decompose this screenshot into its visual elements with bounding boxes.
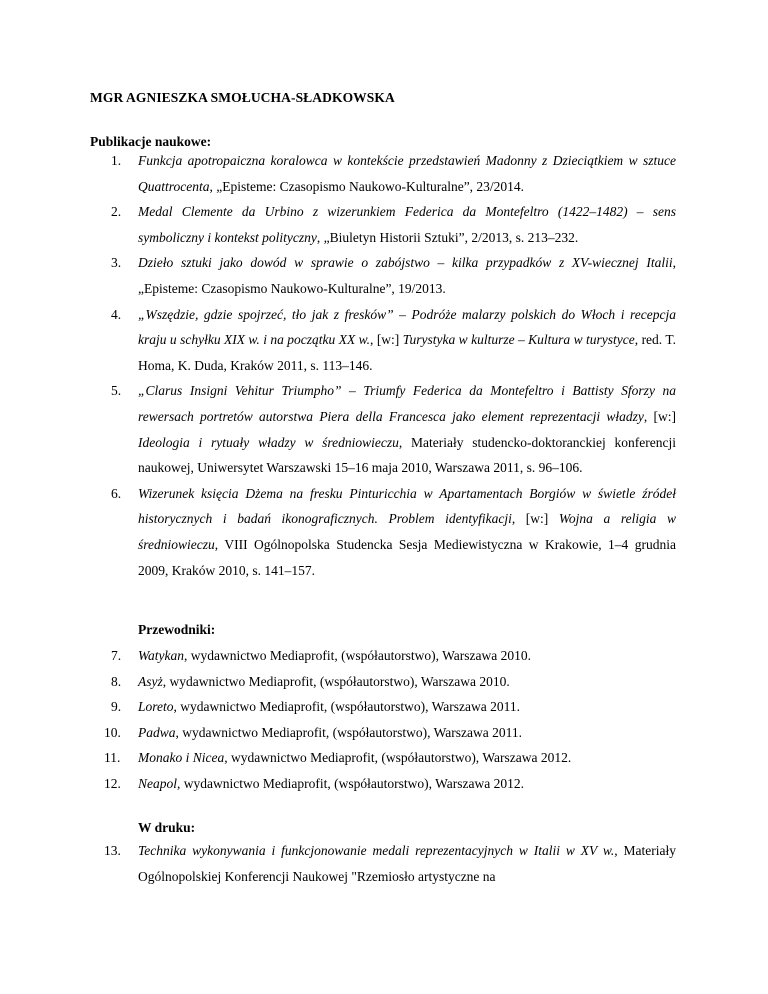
item-details: , „Episteme: Czasopismo Naukowo-Kulturalne”, 23/2014. bbox=[209, 178, 525, 194]
list-item bbox=[0, 694, 768, 720]
section-heading-publications: Publikacje naukowe: bbox=[90, 134, 212, 149]
item-number: 1. bbox=[111, 153, 122, 168]
list-item bbox=[0, 669, 768, 695]
list-item bbox=[0, 199, 768, 250]
item-details: , wydawnictwo Mediaprofit, (współautorstwo), Warszawa 2012. bbox=[177, 775, 524, 791]
item-source-title: Ideologia i rytuały władzy w średniowieczu bbox=[138, 434, 399, 450]
list-item bbox=[0, 643, 768, 669]
item-source-title: Turystyka w kulturze – Kultura w turystyce bbox=[402, 332, 635, 348]
item-in-marker: , [w:] bbox=[370, 332, 403, 348]
list-item bbox=[0, 838, 768, 889]
item-number: 12. bbox=[104, 775, 121, 791]
item-details: , VIII Ogólnopolska Studencka Sesja Mediewistyczna w Krakowie, 1–4 grudnia 2009, Kraków 2010, s. 141–157. bbox=[138, 536, 676, 578]
item-number: 8. bbox=[111, 673, 122, 689]
item-number: 9. bbox=[111, 699, 122, 715]
author-name: MGR AGNIESZKA SMOŁUCHA-SŁADKOWSKA bbox=[90, 90, 395, 105]
item-details: , „Biuletyn Historii Sztuki”, 2/2013, s. 213–232. bbox=[316, 229, 579, 245]
item-title: „Clarus Insigni Vehitur Triumpho” – Triumfy Federica da Montefeltro i Battisty Sforzy na rewersach portretów autorstwa Piera della Francesca jako element reprezentacji władzy bbox=[138, 383, 676, 424]
item-title: Padwa bbox=[138, 724, 176, 740]
list-item bbox=[0, 481, 768, 583]
item-number: 3. bbox=[111, 255, 122, 271]
item-number: 5. bbox=[111, 383, 122, 399]
item-details: , Materiały Ogólnopolskiej Konferencji Naukowej "Rzemiosło artystyczne na bbox=[138, 843, 677, 884]
item-details: , wydawnictwo Mediaprofit, (współautorstwo), Warszawa 2011. bbox=[175, 724, 522, 740]
item-details: , red. T. Homa, K. Duda, Kraków 2011, s. 113–146. bbox=[138, 332, 676, 373]
item-title: Watykan bbox=[138, 648, 184, 663]
list-item bbox=[0, 771, 768, 797]
section-heading-in-print: W druku: bbox=[138, 820, 196, 835]
item-number: 2. bbox=[111, 204, 122, 220]
item-in-marker: , [w:] bbox=[511, 511, 559, 527]
item-title: „Wszędzie, gdzie spojrzeć, tło jak z fresków” – Podróże malarzy polskich do Włoch i recepcja kraju u schyłku XIX w. i na początku XX w. bbox=[138, 306, 676, 348]
item-number: 11. bbox=[104, 750, 121, 766]
guides-list bbox=[0, 643, 768, 797]
item-title: Funkcja apotropaiczna koralowca w kontekście przedstawień Madonny z Dzieciątkiem w sztuce Quattrocenta bbox=[138, 153, 676, 194]
list-item bbox=[0, 148, 768, 199]
item-number: 13. bbox=[104, 843, 121, 858]
item-number: 10. bbox=[104, 724, 121, 740]
item-details: , wydawnictwo Mediaprofit, (współautorstwo), Warszawa 2011. bbox=[173, 699, 520, 715]
item-title: Asyż bbox=[138, 673, 163, 689]
item-details: , wydawnictwo Mediaprofit, (współautorstwo), Warszawa 2012. bbox=[224, 750, 572, 766]
item-title: Monako i Nicea bbox=[138, 750, 225, 766]
item-details: , „Episteme: Czasopismo Naukowo-Kulturalne”, 19/2013. bbox=[138, 255, 676, 296]
item-title: Wizerunek księcia Dżema na fresku Pinturicchia w Apartamentach Borgiów w świetle źródeł historycznych i badań ikonograficznych. Problem identyfikacji bbox=[138, 485, 676, 527]
item-title: Loreto bbox=[138, 699, 174, 715]
item-title: Dzieło sztuki jako dowód w sprawie o zabójstwo – kilka przypadków z XV-wiecznej Italii bbox=[138, 255, 673, 271]
item-details: , wydawnictwo Mediaprofit, (współautorstwo), Warszawa 2010. bbox=[184, 648, 531, 663]
list-item bbox=[0, 302, 768, 379]
item-details: , Materiały studencko-doktoranckiej konferencji naukowej, Uniwersytet Warszawski 15–16 maja 2010, Warszawa 2011, s. 96–106. bbox=[138, 434, 676, 476]
list-item bbox=[0, 720, 768, 746]
in-print-list bbox=[0, 838, 768, 889]
list-item bbox=[0, 745, 768, 771]
list-item bbox=[0, 250, 768, 301]
item-title: Medal Clemente da Urbino z wizerunkiem Federica da Montefeltro (1422–1482) – sens symboliczny i kontekst polityczny bbox=[138, 204, 676, 245]
item-source-title: Wojna a religia w średniowieczu bbox=[138, 511, 676, 552]
item-details: , wydawnictwo Mediaprofit, (współautorstwo), Warszawa 2010. bbox=[162, 673, 510, 689]
item-number: 6. bbox=[111, 485, 122, 501]
item-title: Neapol bbox=[138, 775, 177, 791]
item-title: Technika wykonywania i funkcjonowanie medali reprezentacyjnych w Italii w XV w. bbox=[138, 843, 615, 858]
item-number: 7. bbox=[111, 648, 122, 663]
item-number: 4. bbox=[111, 306, 122, 322]
publications-list bbox=[0, 148, 768, 583]
section-heading-guides: Przewodniki: bbox=[138, 622, 216, 637]
item-in-marker: , [w:] bbox=[643, 408, 676, 424]
list-item bbox=[0, 378, 768, 480]
